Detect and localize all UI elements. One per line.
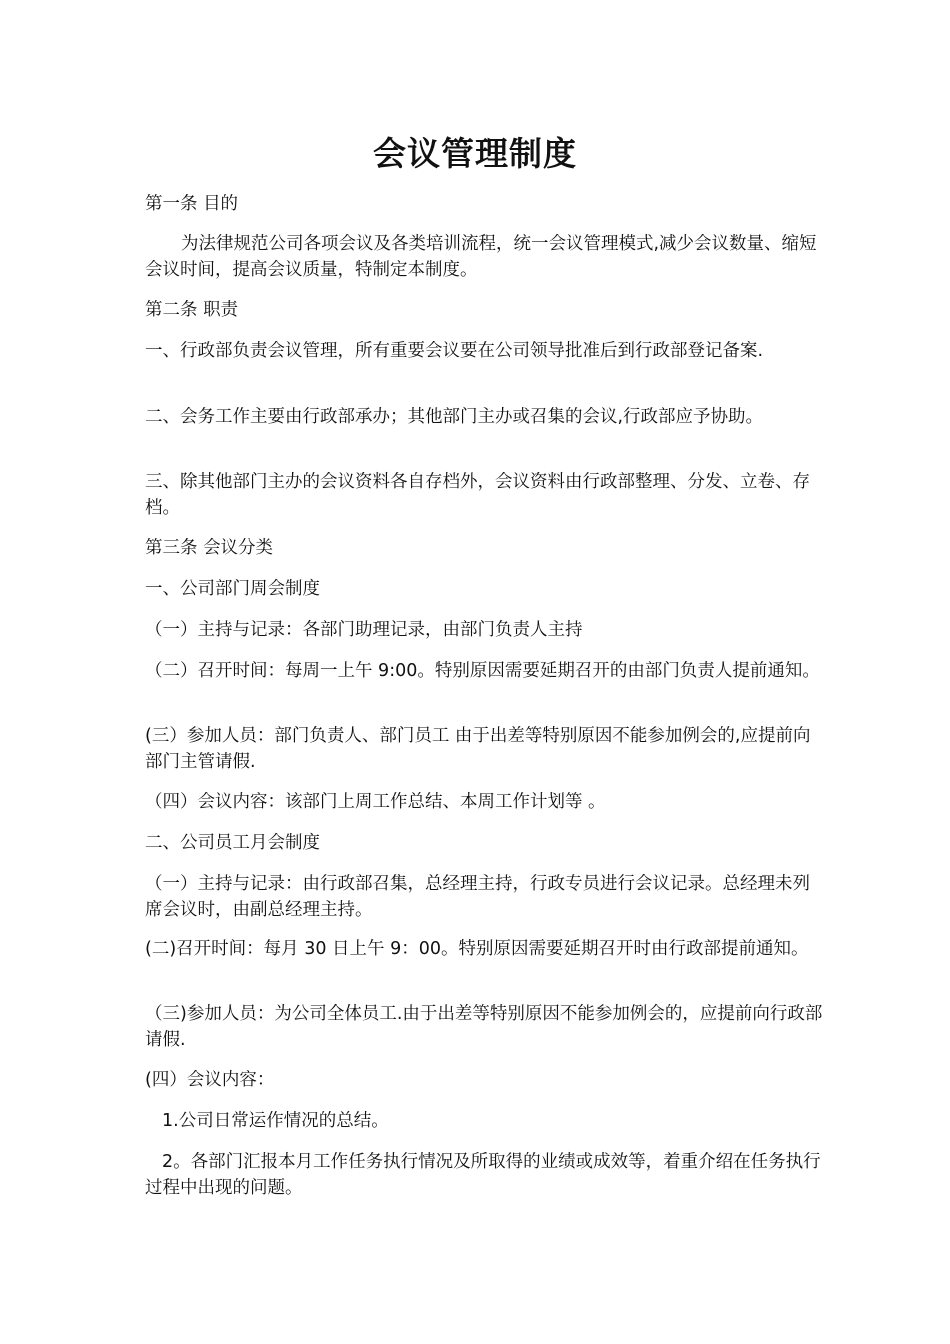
section-monthly-meeting: 二、公司员工月会制度 (145, 833, 320, 853)
weekly-time: （二）召开时间：每周一上午 9:00。特别原因需要延期召开的由部门负责人提前通知。 (145, 661, 820, 681)
monthly-attendees: （三)参加人员：为公司全体员工.由于出差等特别原因不能参加例会的，应提前向行政部请假. (145, 1004, 823, 1050)
article-2-item-3: 三、除其他部门主办的会议资料各自存档外，会议资料由行政部整理、分发、立卷、存档。 (145, 472, 810, 518)
monthly-host: （一）主持与记录：由行政部召集，总经理主持，行政专员进行会议记录。总经理未列席会议时，由副总经理主持。 (145, 874, 810, 920)
section-weekly-meeting: 一、公司部门周会制度 (145, 579, 320, 599)
weekly-content: （四）会议内容：该部门上周工作总结、本周工作计划等 。 (145, 792, 606, 812)
article-1-body: 为法律规范公司各项会议及各类培训流程，统一会议管理模式,减少会议数量、缩短会议时间，提高会议质量，特制定本制度。 (145, 234, 817, 280)
article-2-heading: 第二条 职责 (145, 300, 239, 320)
article-2-item-1: 一、行政部负责会议管理，所有重要会议要在公司领导批准后到行政部登记备案. (145, 341, 764, 361)
monthly-content-heading: (四）会议内容： (145, 1070, 275, 1090)
monthly-time: (二)召开时间：每月 30 日上午 9：00。特别原因需要延期召开时由行政部提前通知。 (145, 939, 809, 959)
article-3-heading: 第三条 会议分类 (145, 538, 274, 558)
article-2-item-2: 二、会务工作主要由行政部承办；其他部门主办或召集的会议,行政部应予协助。 (145, 407, 764, 427)
weekly-attendees: (三）参加人员：部门负责人、部门员工 由于出差等特别原因不能参加例会的,应提前向部门主管请假. (145, 726, 811, 772)
document-title: 会议管理制度 (373, 134, 577, 173)
weekly-host: （一）主持与记录：各部门助理记录，由部门负责人主持 (145, 620, 583, 640)
monthly-content-item-2: 2。各部门汇报本月工作任务执行情况及所取得的业绩或成效等，着重介绍在任务执行过程中出现的问题。 (145, 1152, 821, 1198)
monthly-content-item-1: 1.公司日常运作情况的总结。 (162, 1111, 389, 1131)
article-1-heading: 第一条 目的 (145, 194, 239, 214)
